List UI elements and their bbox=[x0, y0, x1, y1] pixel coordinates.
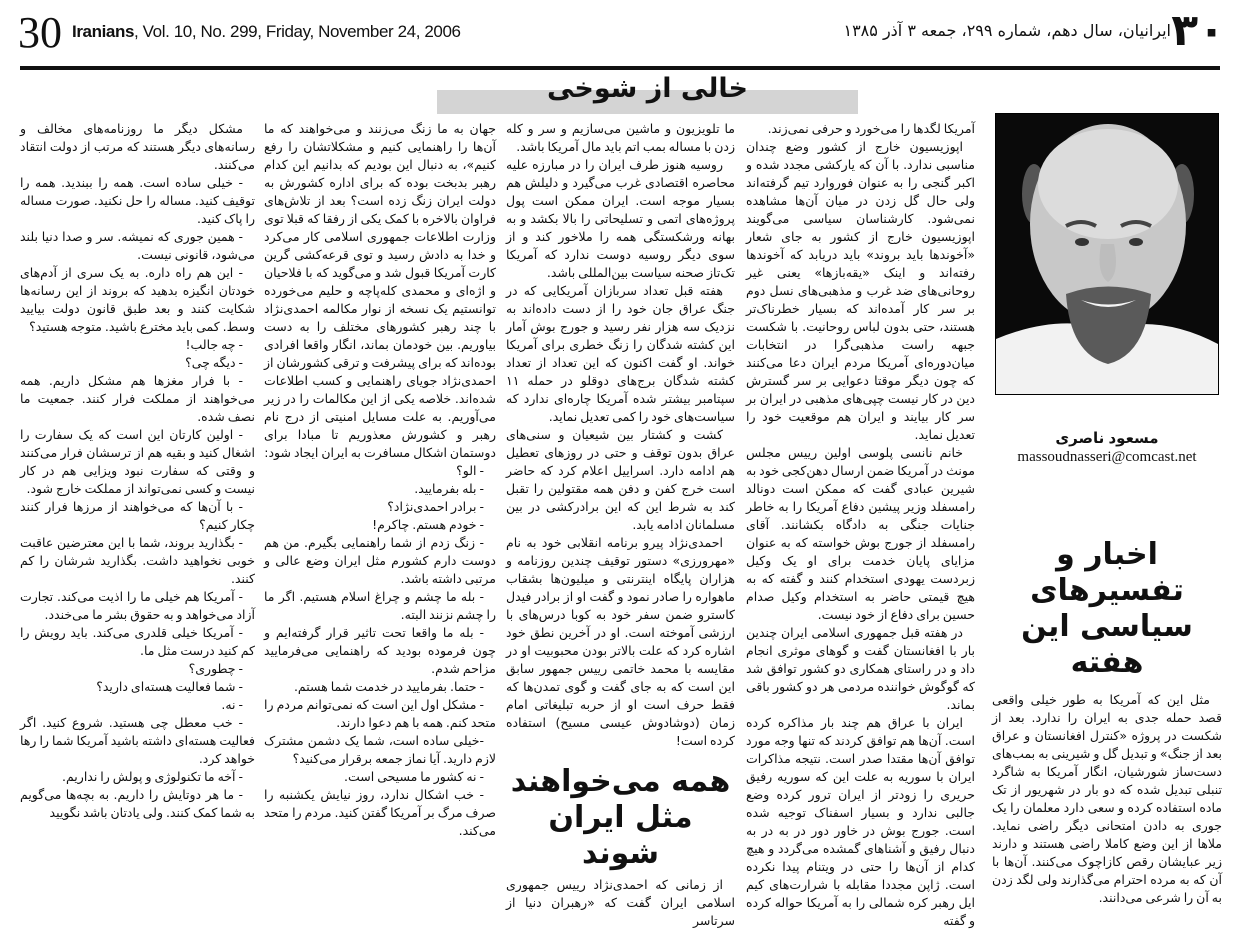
paragraph: - چه جالب! bbox=[185, 337, 243, 352]
paragraph: ایران با عراق هم چند بار مذاکره کرده است. آن‌ها هم توافق کردند که تنها وجه مورد توافق آن‌ها مقتدا صدر است. نتیجه مذاکرات ایران با سوریه به علت این که سوریه رفیق حریری را زودتر از ایران ترور کرده وضع جالبی ندارد و بسیار اسفناک توجیه شده است. جورج بوش در خاور دور در به در به دنبال رفیق و آشناهای گمشده می‌گردد و هیچ کدام از آن‌ها را حتی در ویتنام پیدا نکرده است. ژاپن مجددا مقابله با شرارت‌های کیم ایل رهبر کره شمالی را به آمریکا حواله کرده و گفته bbox=[746, 715, 975, 928]
paragraph: مثل این که آمریکا به طور خیلی واقعی قصد حمله جدی به ایران را ندارد. بعد از شکست در پروژه «کنترل افغانستان و عراق بعد از جنگ» و تبدیل گل و شیرینی به بمب‌های دست‌ساز شورشیان، انگار آمریکا به شاگرد تنبلی تبدیل شده که دو بار در شهریور از تک ماده استفاده کرده و سعی دارد معلمان را یک جوری به دادن امتحانی دیگر راضی نماید. ملاها از این وضع کاملا راضی هستند و دارند زیر عبایشان رقص کازاچوک می‌کنند. آن‌ها با آن که به مرده احترام می‌گذارند ولی لگد زدن به آن را شرعی می‌دانند. bbox=[992, 692, 1222, 905]
masthead-english bbox=[72, 22, 461, 42]
author-email: massoudnasseri@comcast.net bbox=[1017, 449, 1197, 465]
paragraph: - بگذارید بروند، شما با این معترضین عاقبت خوبی نخواهید داشت. بگذارید شرشان را کم کنند. bbox=[20, 535, 255, 586]
page-number-fa: ۳۰ bbox=[1171, 5, 1225, 56]
article-column-1 bbox=[992, 691, 1222, 907]
paragraph: - نه کشور ما مسیحی است. bbox=[344, 769, 484, 784]
paragraph: - آمریکا خیلی قلدری می‌کند. باید رویش را کم کنید درست مثل ما. bbox=[20, 625, 255, 658]
paragraph: مشکل دیگر ما روزنامه‌های مخالف و رسانه‌های دیگر هستند که مرتب از دولت انتقاد می‌کنند. bbox=[20, 121, 255, 172]
paragraph: - خب اشکال ندارد، روز نیایش یکشنبه را صرف مرگ بر آمریکا گفتن کنید. مردم را متحد می‌کند. bbox=[264, 787, 496, 838]
paragraph: اپوزیسیون خارج از کشور وضع چندان مناسبی ندارد. با آن که یارکشی مجدد شده و اکبر گنجی را به عنوان فوروارد تیم گرفته‌اند ولی حال گل زدن در میان آن‌ها مشاهده نمی‌شود. کارشناسان سیاسی می‌گویند اپوزیسیون خارج از کشور به جای شعار «آخوندها باید بروند» باید دریابد که آخوندها رفته‌اند و اینک «یقه‌بازها» یعنی غیر روحانی‌های ضد غرب و مذهبی‌های نسل دوم بر سر کار آمده‌اند که بسیار خطرناک‌تر هستند، حتی بدون لباس روحانیت. با شکست جبهه راست مذهبی‌گرا در انتخابات میان‌دوره‌ای آمریکا مردم ایران دعا می‌کنند که چون دیگر موقتا دعوایی بر سر گسترش دین در کار نیست چپی‌های مذهبی در ایران بر سر کار بیایند و ایران هم موقعیت خود را تعدیل نماید. bbox=[746, 139, 975, 442]
paragraph: - همین جوری که نمیشه. سر و صدا دنیا بلند می‌شود، قانونی نیست. bbox=[20, 229, 255, 262]
article-column-5 bbox=[20, 120, 255, 822]
paragraph: - ما هر دوتایش را داریم. به بچه‌ها می‌گویم به شما کمک کنند. ولی یادتان باشد نگویید bbox=[20, 787, 255, 820]
paragraph: - بله ما واقعا تحت تاثیر قرار گرفته‌ایم و چون فرموده بودید که راهنمایی می‌فرمایید مزاحم شدم. bbox=[264, 625, 496, 676]
paragraph: - خب معطل چی هستید. شروع کنید. اگر فعالیت هسته‌ای داشته باشید آمریکا شما را رها خواهد کرد. bbox=[20, 715, 255, 766]
publication-name: Iranians bbox=[72, 22, 134, 41]
paragraph: - خودم هستم. چاکرم! bbox=[372, 517, 484, 532]
paragraph: - دیگه چی؟ bbox=[185, 355, 243, 370]
paragraph: احمدی‌نژاد پیرو برنامه انقلابی خود به نام «مهرورزی» دستور توقیف چندین روزنامه و هزاران پایگاه اینترنتی و میلیون‌ها بشقاب ماهواره را صادر نمود و گفت او از برادر فیدل کاسترو ضمن سفر خود به کوبا درس‌های با ارزشی آموخته است. او در آخرین نطق خود اشاره کرد که علت بالاتر بودن محبوبیت او در مقایسه با محمد خاتمی رییس جمهور سابق این است که به جای گفت و گوی تمدن‌ها که فقط حرف است او از حربه تبلیغاتی امام زمان (دوشادوش عیسی مسیح) استفاده کرده است! bbox=[506, 535, 735, 748]
paragraph: - زنگ زدم از شما راهنمایی بگیرم. من هم دوست دارم کشورم مثل ایران وضع عالی و مرتبی داشته باشد. bbox=[264, 535, 496, 586]
section-title: خالی از شوخی bbox=[547, 73, 748, 104]
paragraph: - آمریکا هم خیلی ما را اذیت می‌کند. تجارت آزاد می‌خواهد و به حقوق بشر ما می‌خندد. bbox=[20, 589, 255, 622]
paragraph: - چطوری؟ bbox=[188, 661, 243, 676]
paragraph: - آخه ما تکنولوژی و پولش را نداریم. bbox=[62, 769, 243, 784]
paragraph: خانم نانسی پلوسی اولین رییس مجلس مونث در آمریکا ضمن ارسال دهن‌کجی خود به شیرین عبادی گفت که ممکن است دونالد رامسفلد وزیر پیشین دفاع آمریکا را به خاطر جنایات جنگی به دادگاه بکشانند. آقای رامسفلد از جورج بوش خواسته که به عنوان مزایای پایان خدمت برای او یک وکیل زبردست یهودی استخدام کنند و گفته که به هیچ قیمتی حاضر به استخدام وکیل صدام حسین برای دفاع از خود نیست. bbox=[746, 445, 975, 622]
article-column-3-wrap bbox=[506, 120, 735, 930]
header-rule bbox=[20, 66, 1220, 70]
right-column bbox=[992, 113, 1222, 907]
article-column-4 bbox=[264, 120, 496, 840]
issue-info-en: , Vol. 10, No. 299, Friday, November 24, 2006 bbox=[134, 22, 461, 41]
paragraph: کشت و کشتار بین شیعیان و سنی‌های عراق بدون توقف و حتی در روزهای تعطیل هم ادامه دارد. اسراییل اعلام کرد که حاضر است خرج کفن و دفن همه مقتولین را تقبل کند به شرط این که این برادرکشی در بین مسلمانان ادامه یابد. bbox=[506, 427, 735, 532]
author-photo bbox=[995, 113, 1219, 395]
article-column-3 bbox=[506, 120, 735, 750]
article-column-3-continued bbox=[506, 876, 735, 930]
paragraph: - مشکل اول این است که نمی‌توانم مردم را متحد کنم. همه با هم دعوا دارند. bbox=[264, 697, 496, 730]
paragraph: روسیه هنوز طرف ایران را در مبارزه علیه محاصره اقتصادی غرب می‌گیرد و دلیلش هم بسیار موجه است. ایران ممکن است پول پروژه‌های اتمی و تسلیحاتی را بالا بکشد و به بهانه ورشکستگی همه را ملاخور کند و از سوی دیگر روسیه دوست ندارد که آمریکا تک‌تاز صحنه سیاست بین‌المللی باشد. bbox=[506, 157, 735, 280]
paragraph: - این هم راه داره. به یک سری از آدم‌های خودتان انگیزه بدهید که بروند از این رسانه‌ها شکایت کنند و بعد طبق قانون دولت بیایید وسط. کمی باید مخترع باشید. متوجه هستید؟ bbox=[20, 265, 255, 334]
paragraph: - بله بفرمایید. bbox=[414, 481, 484, 496]
paragraph: در هفته قبل جمهوری اسلامی ایران چندین بار با افغانستان گفت و گوهای موثری انجام داد و در راستای همکاری دو کشور توافق شد که گوگوش خواننده مردمی هر دو کشور باقی بماند. bbox=[746, 625, 975, 712]
masthead-persian: ایرانیان، سال دهم، شماره ۲۹۹، جمعه ۳ آذر ۱۳۸۵ bbox=[843, 21, 1171, 40]
paragraph: - با آن‌ها که می‌خواهند از مرزها فرار کنند چکار کنیم؟ bbox=[20, 499, 255, 532]
paragraph: آمریکا لگدها را می‌خورد و حرفی نمی‌زند. bbox=[767, 121, 975, 136]
paragraph: - اولین کارتان این است که یک سفارت را اشغال کنید و بقیه هم از ترسشان فرار می‌کنند و وقتی که سفارت نبود ویزایی هم در کار نیست و کسی نمی‌تواند از مملکت خارج شود. bbox=[20, 427, 255, 496]
paragraph: - حتما. بفرمایید در خدمت شما هستم. bbox=[293, 679, 484, 694]
paragraph: جهان به ما زنگ می‌زنند و می‌خواهند که ما آن‌ها را راهنمایی کنیم و مشکلاتشان را رفع کنیم»، به دنبال این بودیم که بدانیم این کدام رهبر بدبخت بوده که برای اداره کشورش به دولت ایران زنگ زده است؟ بعد از تلاش‌های فراوان بالاخره با کمک یکی از رفقا که قبلا توی وزارت اطلاعات جمهوری اسلامی کار می‌کرد و خدا به دادش رسید و توی قرعه‌کشی گرین کارت آمریکا قبول شد و می‌گوید که با فلاحیان و اژه‌ای و محمدی کله‌پاچه و حلیم می‌خورده توانستیم یک نسخه از نوار مکالمه احمدی‌نژاد با چند رهبر کشورهای مختلف را به دست بیاوریم. بین خودمان بماند، انگار واقعا افرادی بوده‌اند که برای پیشرفت و ترقی کشورشان از احمدی‌نژاد جویای راهنمایی و کسب اطلاعات شده‌اند. خلاصه یکی از این مکالمات را در زیر می‌آوریم. به علت مسایل امنیتی از درج نام رهبر و کشورش معذوریم تا مبادا برای دوستمان اشکال مسافرت به ایران ایجاد شود: bbox=[264, 121, 496, 460]
paragraph: - خیلی ساده است. همه را ببندید. همه را توقیف کنید. مساله را حل نکنید. صورت مساله را پاک کنید. bbox=[20, 175, 255, 226]
story-headline: همه می‌خواهند مثل ایران شوند bbox=[510, 764, 731, 871]
paragraph: - شما فعالیت هسته‌ای دارید؟ bbox=[96, 679, 243, 694]
paragraph: -خیلی ساده است، شما یک دشمن مشترک لازم دارید. آیا نماز جمعه برقرار می‌کنید؟ bbox=[264, 733, 496, 766]
paragraph: - بله ما چشم و چراغ اسلام هستیم. اگر ما را چشم نزنند البته. bbox=[264, 589, 496, 622]
news-headline: اخبار و تفسیرهای سیاسی این هفته bbox=[1021, 537, 1193, 680]
article-column-2 bbox=[746, 120, 975, 930]
paragraph: - برادر احمدی‌نژاد؟ bbox=[387, 499, 484, 514]
paragraph: هفته قبل تعداد سربازان آمریکایی که در جنگ عراق جان خود را از دست داده‌اند به نزدیک سه هزار نفر رسید و جورج بوش آمار این کشته شدگان را زنگ خطری برای آمریکا خواند. او گفت اکنون که این تعداد از تعداد کشته شدگان برج‌های دوقلو در حمله ۱۱ سپتامبر بیشتر شده آمریکا چاره‌ای ندارد که سیاست‌های خود را کمی تعدیل نماید. bbox=[506, 283, 735, 424]
page-number-en: 30 bbox=[18, 8, 62, 57]
author-name: مسعود ناصری bbox=[1055, 429, 1159, 447]
paragraph: از زمانی که احمدی‌نژاد رییس جمهوری اسلامی ایران گفت که «رهبران دنیا از سرتاسر bbox=[506, 877, 735, 928]
paragraph: - نه. bbox=[221, 697, 243, 712]
paragraph: - با فرار مغزها هم مشکل داریم. همه می‌خواهند از مملکت فرار کنند. جمعیت ما نصف شده. bbox=[20, 373, 255, 424]
paragraph: ما تلویزیون و ماشین می‌سازیم و سر و کله زدن با مساله بمب اتم باید مال آمریکا باشد. bbox=[506, 121, 735, 154]
paragraph: - الو؟ bbox=[456, 463, 484, 478]
